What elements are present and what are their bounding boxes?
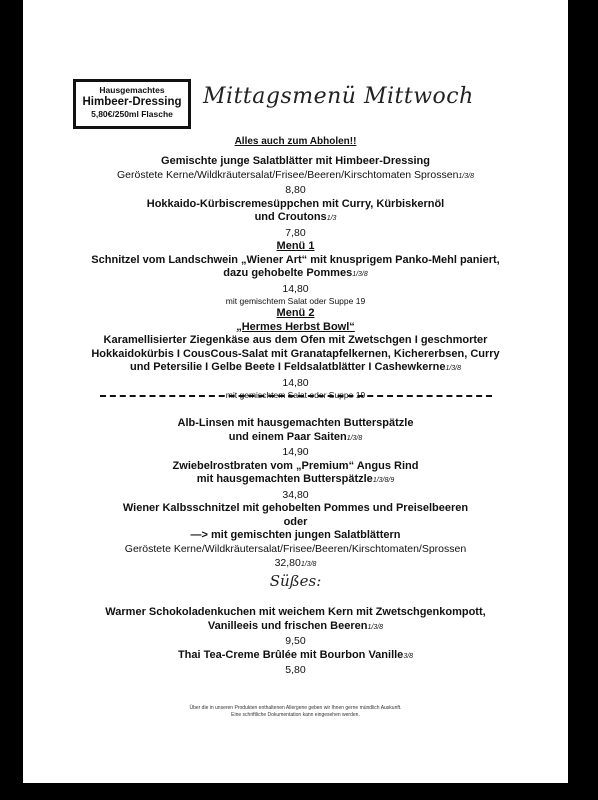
menu-items — [23, 155, 568, 572]
menu-page — [23, 0, 568, 783]
menu1-line-2: dazu gehobelte Pommes1/3/8 — [223, 267, 368, 279]
salad-desc: Geröstete Kerne/Wildkräutersalat/Frisee/Beeren/Kirschtomaten Sprossen1/3/8 — [117, 168, 474, 181]
cake-line-2: Vanilleeis und frischen Beeren1/3/8 — [207, 619, 384, 632]
promo-line-2: Himbeer-Dressing — [82, 96, 182, 108]
allergen-codes: 1/3/8 — [367, 623, 384, 631]
kalb-desc: Geröstete Kerne/Wildkräutersalat/Frisee/Beeren/Kirschtomaten/Sprossen — [124, 542, 467, 555]
soup-line-1: Hokkaido-Kürbiscremesüppchen mit Curry, Kürbiskernöl — [146, 197, 445, 210]
menu2-line-3: und Petersilie I Gelbe Beete I Feldsalatblätter I Cashewkerne1/3/8 — [129, 361, 462, 373]
dessert-items — [23, 606, 568, 678]
linsen-price: 14,90 — [282, 446, 309, 458]
allergen-codes: 3/8 — [403, 652, 414, 660]
linsen-line-1: Alb-Linsen mit hausgemachten Butterspätzle — [177, 417, 414, 429]
pickup-note: Alles auch zum Abholen!! — [234, 136, 357, 147]
dressing-promo-box — [73, 79, 191, 129]
soup-price: 7,80 — [285, 226, 306, 239]
menu2-line-2: Hokkaidokürbis I CousCous-Salat mit Granatapfelkernen, Kichererbsen, Curry — [91, 347, 500, 360]
allergen-codes: 1/3 — [326, 215, 337, 222]
rostbraten-line-2: mit hausgemachten Butterspätzle1/3/8/9 — [196, 473, 395, 485]
linsen-line-2: und einem Paar Saiten1/3/8 — [228, 430, 363, 443]
allergen-codes: 1/3/8 — [458, 172, 474, 180]
dessert-heading: Süßes: — [269, 572, 322, 590]
menu1-heading: Menü 1 — [276, 240, 315, 252]
kalb-line-3: —> mit gemischten jungen Salatblättern — [190, 529, 401, 541]
promo-price: 5,80€/250ml Flasche — [91, 109, 173, 119]
brulee-price: 5,80 — [285, 664, 306, 676]
allergen-footer — [23, 705, 568, 719]
footer-line-1: Über die in unseren Produkten enthaltenen Allergene geben wir Ihnen gerne mündlich Auskunft. — [189, 705, 402, 711]
menu2-heading: Menü 2 — [276, 307, 315, 319]
allergen-codes: 1/3/8 — [346, 434, 363, 442]
soup-line-2: und Croutons1/3 — [254, 211, 337, 223]
menu2-extra: mit gemischtem Salat oder Suppe 19 — [225, 390, 366, 400]
footer-line-2: Eine schriftliche Dokumentation kann eingesehen werden. — [231, 712, 360, 718]
menu2-price: 14,80 — [282, 376, 309, 389]
dashed-divider — [100, 395, 492, 397]
allergen-codes: 1/3/8 — [445, 365, 462, 372]
salad-price: 8,80 — [285, 184, 306, 196]
cake-line-1: Warmer Schokoladenkuchen mit weichem Kern mit Zwetschgenkompott, — [105, 606, 486, 618]
menu1-price: 14,80 — [282, 282, 309, 295]
menu2-subtitle: „Hermes Herbst Bowl“ — [236, 320, 355, 333]
page-title: Mittagsmenü Mittwoch — [203, 84, 474, 109]
menu2-line-1: Karamellisierter Ziegenkäse aus dem Ofen mit Zwetschgen I geschmorter — [103, 334, 488, 346]
promo-line-1: Hausgemachtes — [99, 85, 165, 95]
kalb-line-2: oder — [283, 515, 308, 528]
allergen-codes: 1/3/8 — [352, 271, 368, 278]
kalb-price: 32,801/3/8 — [274, 557, 317, 569]
rostbraten-price: 34,80 — [282, 488, 309, 501]
cake-price: 9,50 — [285, 635, 306, 647]
brulee-name: Thai Tea-Creme Brûlée mit Bourbon Vanille3/8 — [177, 648, 414, 661]
salad-name: Gemischte junge Salatblätter mit Himbeer-Dressing — [161, 155, 430, 167]
kalb-line-1: Wiener Kalbsschnitzel mit gehobelten Pommes und Preiselbeeren — [122, 502, 469, 514]
rostbraten-line-1: Zwiebelrostbraten vom „Premium“ Angus Rind — [172, 459, 419, 472]
menu1-line-1: Schnitzel vom Landschwein „Wiener Art“ mit knusprigem Panko-Mehl paniert, — [91, 253, 500, 266]
allergen-codes: 1/3/8/9 — [372, 477, 395, 484]
allergen-codes: 1/3/8 — [300, 561, 317, 568]
menu1-extra: mit gemischtem Salat oder Suppe 19 — [225, 296, 366, 306]
